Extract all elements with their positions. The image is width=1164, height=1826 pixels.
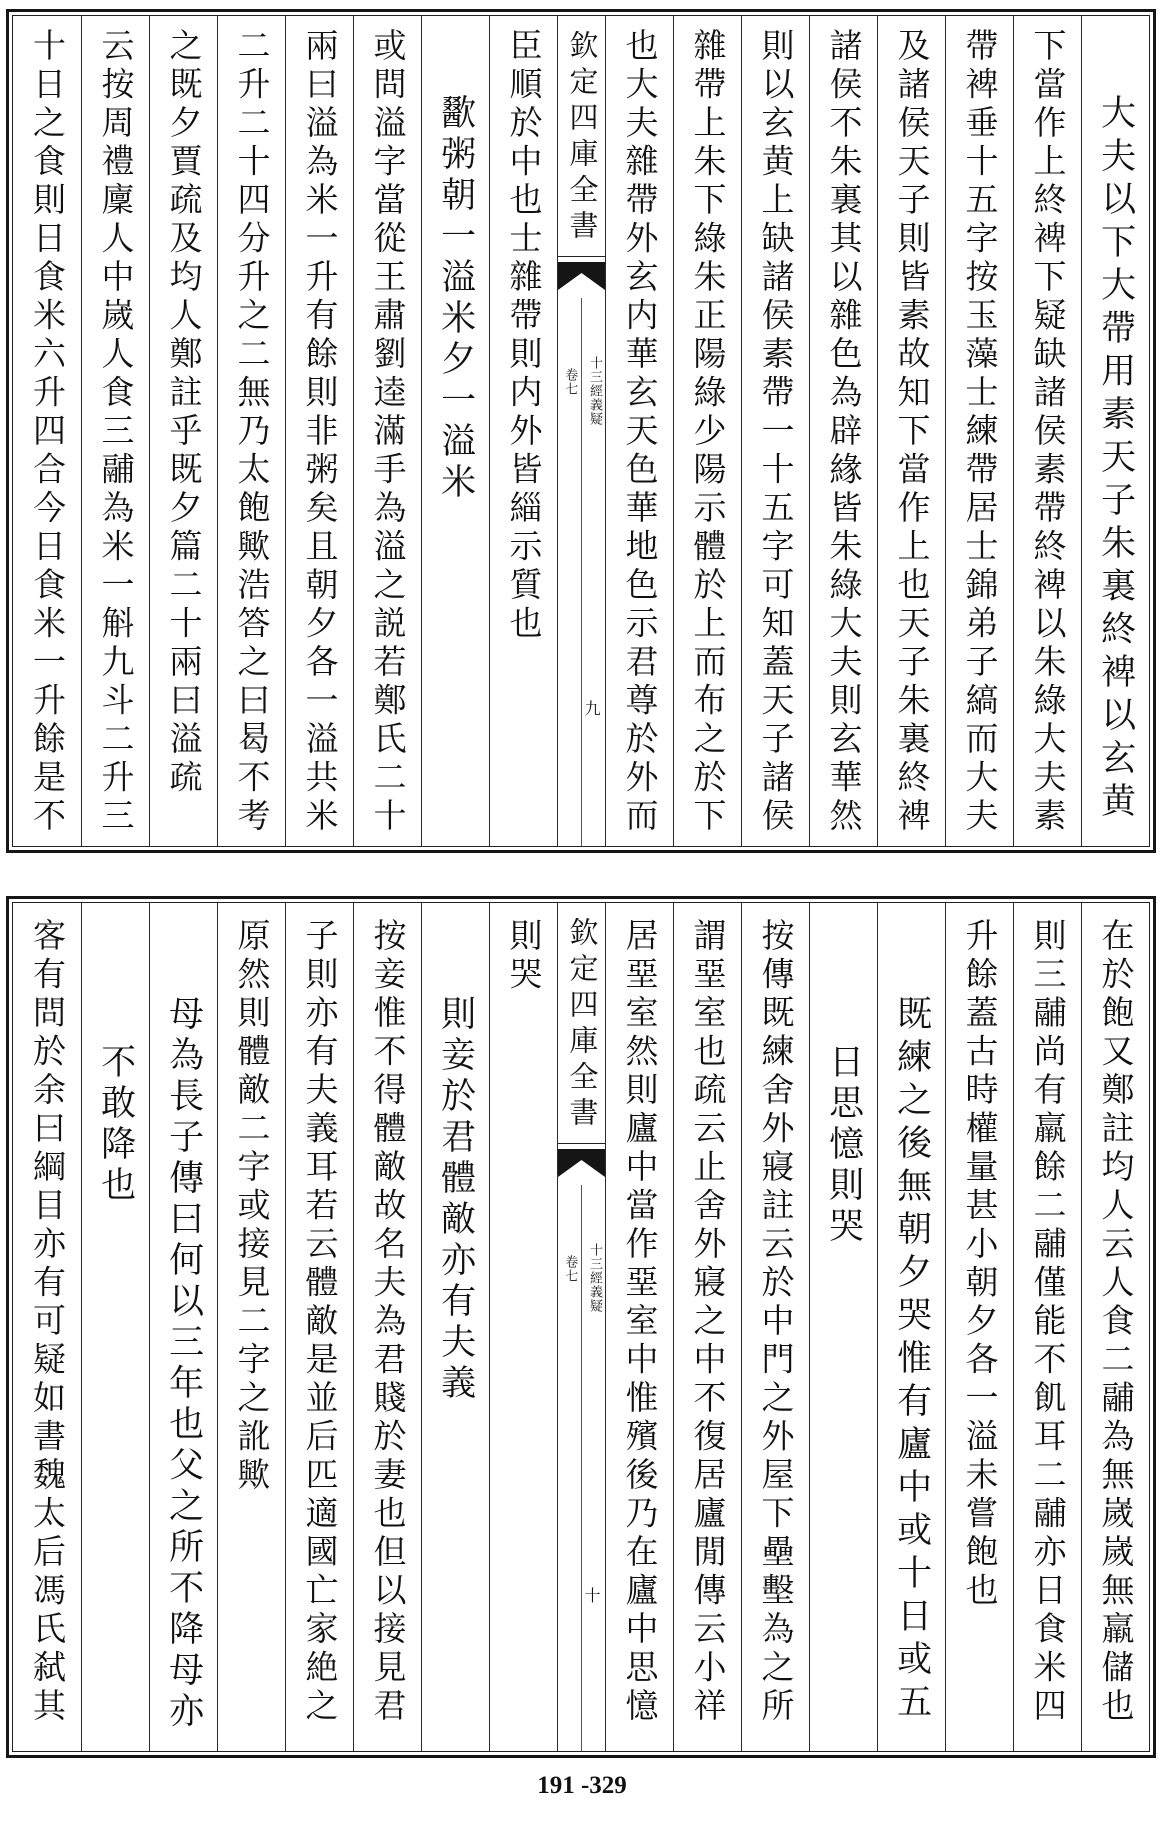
column-text: 則以玄黄上缺諸侯素帶一十五字可知蓋天子諸侯 [756,28,796,837]
book-title: 十三經義疑 [587,356,602,426]
column-text: 也大夫雜帶外玄内華玄天色華地色示君尊於外而 [620,28,660,837]
column-text: 按傳既練舍外寢註云於中門之外屋下壘墼為之所 [756,918,796,1727]
text-columns [13,16,1149,846]
text-column [421,903,489,1751]
fold-line [581,1185,582,1751]
text-column [673,903,741,1751]
column-text: 母為長子傳曰何以三年也父之所不降母亦 [163,995,204,1733]
collection-title: 欽定四庫全書 [565,917,600,1133]
column-text: 諸侯不朱裏其以雜色為辟緣皆朱綠大夫則玄華然 [824,28,864,837]
fold-line [581,298,582,846]
page-panel-bottom [6,896,1156,1758]
text-column [13,16,81,846]
text-column [489,903,557,1751]
column-text: 謂堊室也疏云止舍外寢之中不復居廬閒傳云小祥 [688,918,728,1727]
text-column [945,16,1013,846]
column-text: 在於飽又鄭註均人云人食二鬴為無嵗嵗無羸儲也 [1096,918,1136,1727]
column-text: 下當作上終裨下疑缺諸侯素帶終裨以朱綠大夫素 [1028,28,1068,837]
page-panel-top [6,9,1156,853]
page-frame [12,902,1150,1752]
fish-tail-ornament-icon [558,1149,605,1181]
text-column [421,16,489,846]
text-column [13,903,81,1751]
text-column [945,903,1013,1751]
column-text: 則哭 [504,918,544,995]
text-column [285,903,353,1751]
book-title: 十三經義疑 [587,1243,602,1313]
fish-tail-ornament-icon [558,262,605,294]
column-text: 大夫以下大帶用素天子朱裏終裨以玄黄 [1095,94,1136,825]
center-fold-column [557,16,605,846]
column-text: 帶裨垂十五字按玉藻士練帶居士錦弟子縞而大夫 [960,28,1000,837]
text-column [81,903,149,1751]
text-column [877,16,945,846]
text-columns [13,903,1149,1751]
text-column [741,903,809,1751]
column-text: 二升二十四分升之二無乃太飽歟浩答之曰曷不考 [232,28,272,837]
text-column [217,903,285,1751]
text-column [217,16,285,846]
column-text: 居堊室然則廬中當作堊室中惟殯後乃在廬中思憶 [620,918,660,1727]
column-text: 歠粥朝一溢米夕一溢米 [435,94,476,504]
center-fold-column [557,903,605,1751]
text-column [1013,903,1081,1751]
page-frame [12,15,1150,847]
text-column [489,16,557,846]
column-text: 子則亦有夫義耳若云體敵是並后匹適國亡家絶之 [300,918,340,1727]
text-column [605,903,673,1751]
column-text: 十日之食則日食米六升四合今日食米一升餘是不 [27,28,67,837]
column-text: 按妾惟不得體敵故名夫為君賤於妻也但以接見君 [368,918,408,1727]
text-column [877,903,945,1751]
title-divider [558,1143,605,1144]
text-column [1081,16,1149,846]
text-column [149,16,217,846]
text-column [1013,16,1081,846]
title-divider [558,256,605,257]
text-column [673,16,741,846]
text-column [741,16,809,846]
column-text: 不敢降也 [95,1043,136,1207]
page-number: 十 [582,1587,601,1603]
column-text: 日思憶則哭 [823,1043,864,1248]
column-text: 及諸侯天子則皆素故知下當作上也天子朱裏終裨 [892,28,932,837]
column-text: 或問溢字當從王肅劉逵滿手為溢之説若鄭氏二十 [368,28,408,837]
volume-label: 卷七 [562,368,578,396]
collection-title: 欽定四庫全書 [565,30,600,246]
column-text: 臣順於中也士雜帶則内外皆緇示質也 [504,28,544,644]
column-text: 之既夕賈疏及均人鄭註乎既夕篇二十兩曰溢疏 [164,28,204,798]
column-text: 則三鬴尚有羸餘二鬴僅能不飢耳二鬴亦日食米四 [1028,918,1068,1727]
text-column [1081,903,1149,1751]
text-column [353,903,421,1751]
text-column [605,16,673,846]
column-text: 原然則體敵二字或接見二字之訛歟 [232,918,272,1496]
volume-label: 卷七 [562,1255,578,1283]
text-column [353,16,421,846]
column-text: 升餘蓋古時權量甚小朝夕各一溢未嘗飽也 [960,918,1000,1611]
column-text: 雜帶上朱下綠朱正陽綠少陽示體於上而布之於下 [688,28,728,837]
column-text: 兩曰溢為米一升有餘則非粥矣且朝夕各一溢共米 [300,28,340,837]
column-text: 既練之後無朝夕哭惟有廬中或十日或五 [891,995,932,1726]
text-column [809,903,877,1751]
text-column [285,16,353,846]
page-number: 九 [582,700,601,716]
text-column [809,16,877,846]
text-column [81,16,149,846]
column-text: 云按周禮廩人中嵗人食三鬴為米一斛九斗二升三 [96,28,136,837]
column-text: 則妾於君體敵亦有夫義 [435,995,476,1405]
column-text: 客有問於余曰綱目亦有可疑如書魏太后馮氏弑其 [27,918,67,1727]
page-code: 191 -329 [537,1772,627,1799]
text-column [149,903,217,1751]
